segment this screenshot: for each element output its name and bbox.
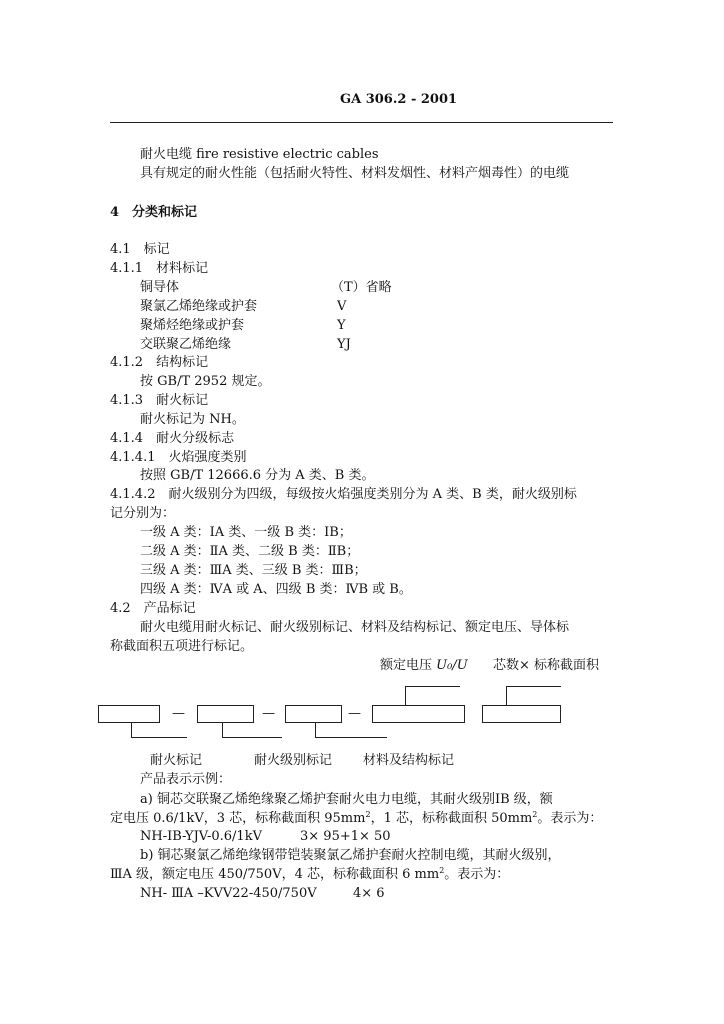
marking-box-material [285, 705, 342, 723]
marking-box-voltage [372, 705, 465, 723]
label-fire-mark: 耐火标记 [150, 753, 203, 768]
section-4-1-4-title: 4.1.4 耐火分级标志 [110, 431, 235, 446]
material-code: Y [337, 318, 346, 333]
label-rated-voltage: 额定电压 U₀/U [380, 658, 468, 673]
separator-dash: — [348, 706, 361, 721]
label-fire-level-mark: 耐火级别标记 [254, 753, 333, 768]
material-code: （T）省略 [331, 280, 392, 295]
section-4-title: 4 分类和标记 [110, 205, 198, 220]
marking-box-level [197, 705, 254, 723]
example-a-spec: 3× 95+1× 50 [300, 829, 391, 844]
section-4-1-2-title: 4.1.2 结构标记 [110, 355, 209, 370]
example-a-code: NH-ⅠB-YJV-0.6/1kV [140, 829, 262, 844]
material-name: 铜导体 [140, 280, 180, 295]
material-code: V [337, 299, 347, 314]
example-b-line1: b) 铜芯聚氯乙烯绝缘钢带铠装聚氯乙烯护套耐火控制电缆，其耐火级别， [140, 848, 561, 863]
leader-line-material-h [315, 737, 387, 738]
example-b-spec: 4× 6 [353, 886, 385, 901]
section-4-1-3-title: 4.1.3 耐火标记 [110, 393, 209, 408]
material-name: 交联聚乙烯绝缘 [140, 337, 232, 352]
leader-line-fire [131, 723, 132, 737]
standard-number: GA 306.2 - 2001 [340, 92, 458, 107]
label-material-structure-mark: 材料及结构标记 [363, 753, 455, 768]
leader-line-level [222, 723, 223, 737]
section-4-1-2-text: 按 GB/T 2952 规定。 [140, 374, 271, 389]
header-rule [110, 122, 613, 123]
section-4-2-line2: 称截面积五项进行标记。 [110, 639, 254, 654]
section-4-2-line1: 耐火电缆用耐火标记、耐火级别标记、材料及结构标记、额定电压、导体标 [140, 620, 570, 635]
material-name: 聚烯烃绝缘或护套 [140, 318, 245, 333]
section-4-1-4-2-line2: 记分别为： [110, 506, 176, 521]
fire-level-item: 三级 A 类：ⅢA 类、三级 B 类：ⅢB； [140, 563, 367, 578]
section-4-1-4-1-text: 按照 GB/T 12666.6 分为 A 类、B 类。 [140, 468, 375, 483]
leader-line-level-h [222, 737, 282, 738]
material-code: YJ [337, 337, 351, 352]
section-4-1-4-1-title: 4.1.4.1 火焰强度类别 [110, 450, 247, 465]
leader-line-fire-h [131, 737, 187, 738]
leader-line-voltage-drop [405, 686, 406, 705]
example-a-line1: a) 铜芯交联聚乙烯绝缘聚乙烯护套耐火电力电缆，其耐火级别ⅠB 级，额 [140, 792, 553, 807]
leader-line-material [315, 723, 316, 737]
leader-line-voltage [405, 686, 460, 687]
term-title: 耐火电缆 fire resistive electric cables [140, 147, 379, 162]
fire-level-item: 一级 A 类：ⅠA 类、一级 B 类：ⅠB； [140, 525, 352, 540]
material-name: 聚氯乙烯绝缘或护套 [140, 299, 258, 314]
marking-box-fire [98, 705, 160, 723]
examples-intro: 产品表示示例： [140, 772, 232, 787]
leader-line-cores-drop [506, 686, 507, 705]
term-definition: 具有规定的耐火性能（包括耐火特性、材料发烟性、材料产烟毒性）的电缆 [140, 166, 570, 181]
marking-box-cores [482, 705, 561, 723]
example-b-code: NH- ⅢA –KVV22-450/750V [140, 886, 317, 901]
section-4-2-title: 4.2 产品标记 [110, 601, 196, 616]
section-4-1-title: 4.1 标记 [110, 242, 170, 257]
example-a-line2: 定电压 0.6/1kV，3 芯，标称截面积 $95mm^2$，1 芯，标称截面积 $50mm^2$。表示为： [110, 810, 603, 826]
fire-level-item: 二级 A 类：ⅡA 类、二级 B 类：ⅡB； [140, 544, 360, 559]
section-4-1-4-2-line1: 4.1.4.2 耐火级别分为四级，每级按火焰强度类别分为 A 类、B 类，耐火级别标 [110, 487, 577, 502]
example-b-line2: ⅢA 级，额定电压 450/750V，4 芯，标称截面积 6 $mm^2$。表示为： [110, 866, 510, 882]
label-cores-cross-section: 芯数× 标称截面积 [493, 658, 600, 673]
fire-level-item: 四级 A 类：ⅣA 或 A、四级 B 类：ⅣB 或 B。 [140, 582, 412, 597]
leader-line-cores [506, 686, 561, 687]
separator-dash: — [262, 706, 275, 721]
section-4-1-3-text: 耐火标记为 NH。 [140, 412, 245, 427]
section-4-1-1-title: 4.1.1 材料标记 [110, 261, 209, 276]
separator-dash: — [172, 706, 185, 721]
